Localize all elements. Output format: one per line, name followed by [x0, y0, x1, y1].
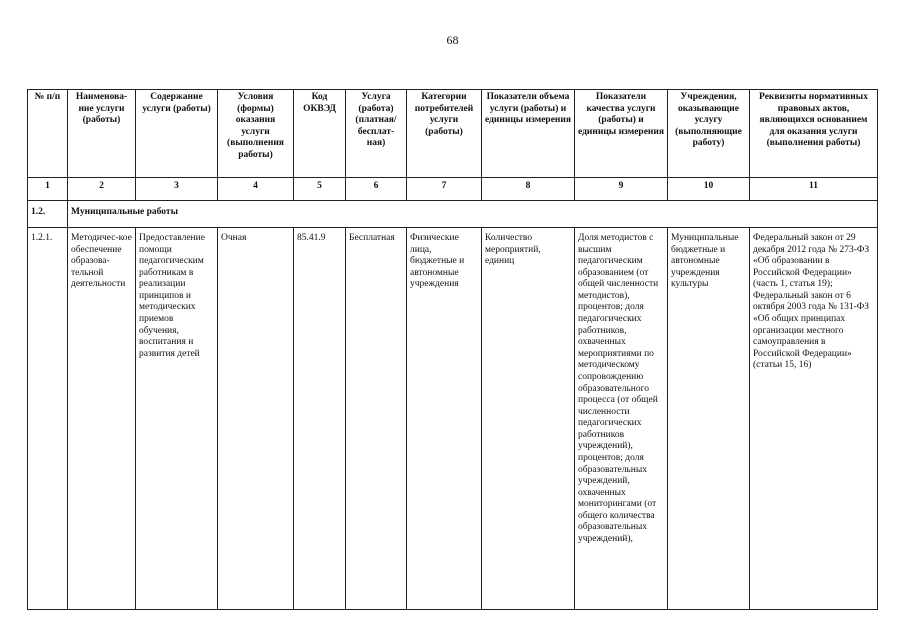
column-number: 1 [28, 178, 68, 201]
header-cell-consumers: Категории потребителей услуги (работы) [407, 90, 482, 178]
column-number: 2 [68, 178, 136, 201]
cell-volume: Количество мероприятий, единиц [482, 228, 575, 610]
column-number: 11 [750, 178, 878, 201]
header-cell-okved: Код ОКВЭД [294, 90, 346, 178]
column-number: 6 [346, 178, 407, 201]
cell-name: Методичес-кое обеспечение образова-тельной деятельности [68, 228, 136, 610]
services-table [27, 89, 878, 610]
cell-paid: Бесплатная [346, 228, 407, 610]
page-number: 68 [446, 33, 459, 47]
cell-okved: 85.41.9 [294, 228, 346, 610]
header-cell-form: Условия (формы) оказания услуги (выполнения работы) [218, 90, 294, 178]
column-number: 3 [136, 178, 218, 201]
column-number: 4 [218, 178, 294, 201]
cell-content: Предоставление помощи педагогическим работникам в реализации принципов и методических приемов обучения, воспитания и развития детей [136, 228, 218, 610]
table-row [28, 228, 878, 610]
column-number: 10 [668, 178, 750, 201]
cell-legal: Федеральный закон от 29 декабря 2012 года № 273-ФЗ «Об образовании в Российской Федерации» (часть 1, статья 19); Федеральный закон от 6 октября 2003 года № 131-ФЗ «Об общих принципах организации местного самоуправления в Российской Федерации» (статьи 15, 16) [750, 228, 878, 610]
header-cell-legal: Реквизиты нормативных правовых актов, являющихся основанием для оказания услуги (выполнения работы) [750, 90, 878, 178]
header-cell-num: № п/п [28, 90, 68, 178]
header-cell-content: Содержание услуги (работы) [136, 90, 218, 178]
cell-form: Очная [218, 228, 294, 610]
cell-consumers: Физические лица, бюджетные и автономные учреждения [407, 228, 482, 610]
column-number: 5 [294, 178, 346, 201]
cell-num: 1.2.1. [28, 228, 68, 610]
header-cell-name: Наименова-ние услуги (работы) [68, 90, 136, 178]
header-cell-paid: Услуга (работа) (платная/ бесплат-ная) [346, 90, 407, 178]
header-cell-institutions: Учреждения, оказывающие услугу (выполняющие работу) [668, 90, 750, 178]
section-title: Муниципальные работы [68, 201, 878, 228]
cell-institutions: Муниципальные бюджетные и автономные учреждения культуры [668, 228, 750, 610]
section-row [28, 201, 878, 228]
column-number: 8 [482, 178, 575, 201]
section-number: 1.2. [28, 201, 68, 228]
header-row [28, 90, 878, 178]
column-number: 7 [407, 178, 482, 201]
header-cell-volume: Показатели объема услуги (работы) и единицы измерения [482, 90, 575, 178]
column-number-row [28, 178, 878, 201]
header-cell-quality: Показатели качества услуги (работы) и единицы измерения [575, 90, 668, 178]
cell-quality: Доля методистов с высшим педагогическим образованием (от общей численности методистов), процентов; доля педагогических работников, охваченных мероприятиями по методическому сопровождению образовательного процесса (от общей численности педагогических работников учреждений), процентов; доля образовательных учреждений, охваченных мониторингами (от общего количества образовательных учреждений), [575, 228, 668, 610]
column-number: 9 [575, 178, 668, 201]
